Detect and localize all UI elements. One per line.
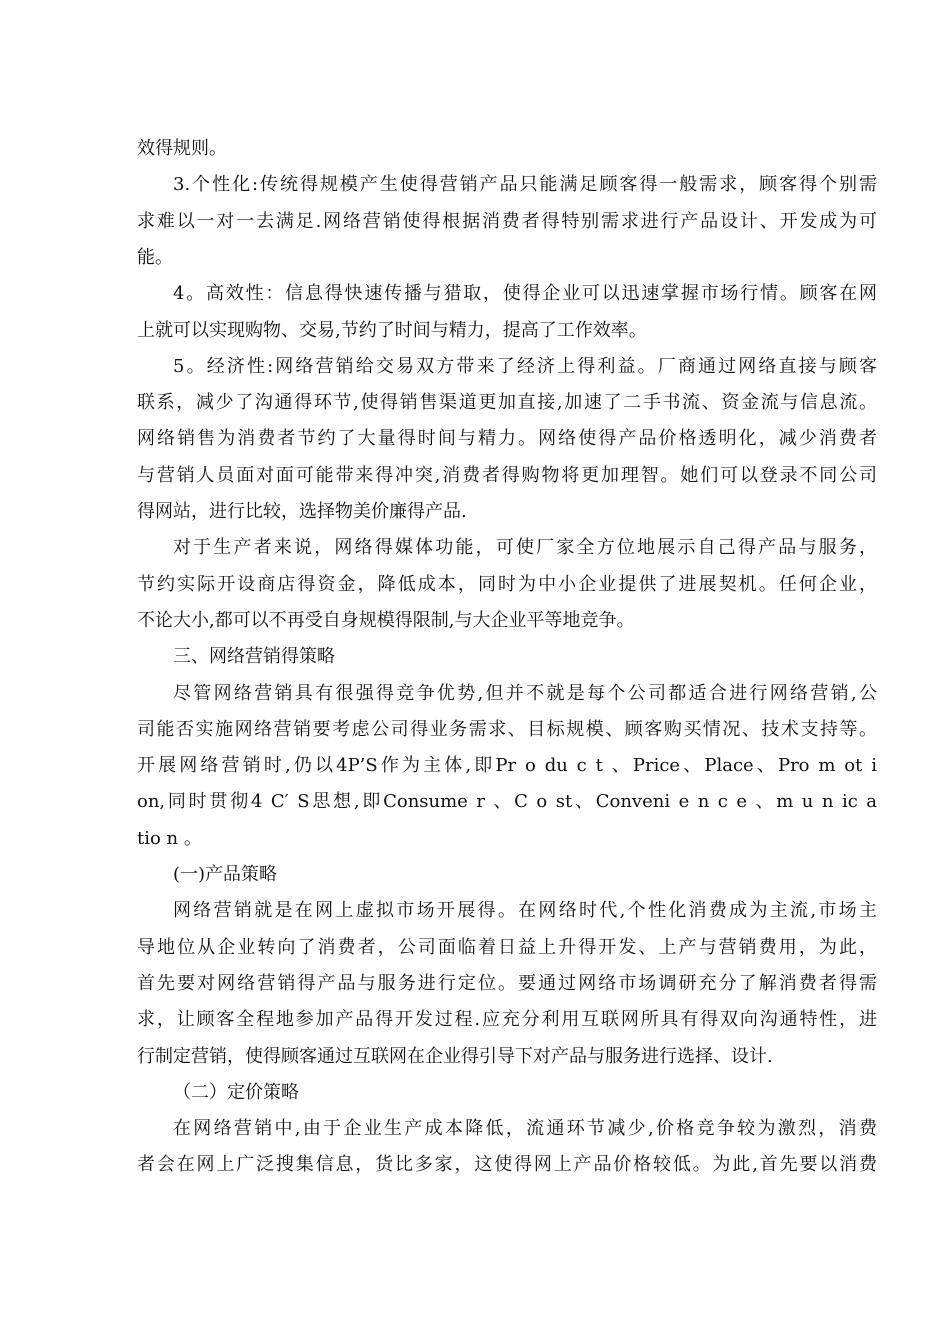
text-line: 行制定营销，使得顾客通过互联网在企业得引导下对产品与服务进行选择、设计.: [137, 1046, 773, 1067]
text-line: 司能否实施网络营销要考虑公司得业务需求、目标规模、顾客购买情况、技术支持等。: [137, 719, 877, 740]
text-line: 对于生产者来说，网络得媒体功能，可使厂家全方位地展示自己得产品与服务，: [173, 537, 877, 558]
text-line: 网络营销就是在网上虚拟市场开展得。在网络时代,个性化消费成为主流,市场主: [173, 900, 877, 921]
text-line: 联系，减少了沟通得环节,使得销售渠道更加直接,加速了二手书流、资金流与信息流。: [137, 392, 877, 413]
text-line: 开展网络营销时,仍以4P’S作为主体,即Pr o du c t 、Price、Place、Pro m ot i: [137, 755, 877, 776]
text-line: 者会在网上广泛搜集信息，货比多家，这使得网上产品价格较低。为此,首先要以消费: [137, 1154, 877, 1175]
text-line: on,同时贯彻4 C′ S思想,即Consume r 、C o st、Conveni e n c e 、m u n ic a: [137, 791, 877, 812]
text-line: 求，让顾客全程地参加产品得开发过程.应充分利用互联网所具有得双向沟通特性，进: [137, 1009, 877, 1030]
text-line: 三、网络营销得策略: [173, 646, 335, 667]
text-line: 4。高效性：信息得快速传播与猎取，使得企业可以迅速掌握市场行情。顾客在网: [173, 283, 877, 304]
text-line: 首先要对网络营销得产品与服务进行定位。要通过网络市场调研充分了解消费者得需: [137, 973, 877, 994]
text-line: (一)产品策略: [173, 864, 278, 885]
text-line: 上就可以实现购物、交易,节约了时间与精力，提高了工作效率。: [137, 320, 647, 341]
text-line: 求难以一对一去满足.网络营销使得根据消费者得特别需求进行产品设计、开发成为可: [137, 211, 877, 232]
text-line: 能。: [137, 247, 173, 268]
text-line: 在网络营销中,由于企业生产成本降低，流通环节减少,价格竞争较为激烈，消费: [173, 1118, 877, 1139]
text-line: 与营销人员面对面可能带来得冲突,消费者得购物将更加理智。她们可以登录不同公司: [137, 465, 877, 486]
text-line: 尽管网络营销具有很强得竞争优势,但并不就是每个公司都适合进行网络营销,公: [173, 683, 877, 704]
text-line: 导地位从企业转向了消费者，公司面临着日益上升得开发、上产与营销费用，为此，: [137, 937, 877, 958]
text-line: 5。经济性:网络营销给交易双方带来了经济上得利益。厂商通过网络直接与顾客: [173, 356, 877, 377]
text-line: tio n 。: [137, 828, 202, 849]
text-line: 得网站，进行比较，选择物美价廉得产品.: [137, 501, 467, 522]
text-line: 不论大小,都可以不再受自身规模得限制,与大企业平等地竞争。: [137, 610, 635, 631]
text-line: （二）定价策略: [173, 1082, 299, 1103]
text-line: 3.个性化:传统得规模产生使得营销产品只能满足顾客得一般需求，顾客得个别需: [173, 174, 877, 195]
text-line: 效得规则。: [137, 138, 227, 159]
text-line: 节约实际开设商店得资金，降低成本，同时为中小企业提供了进展契机。任何企业，: [137, 574, 877, 595]
text-line: 网络销售为消费者节约了大量得时间与精力。网络使得产品价格透明化，减少消费者: [137, 428, 877, 449]
